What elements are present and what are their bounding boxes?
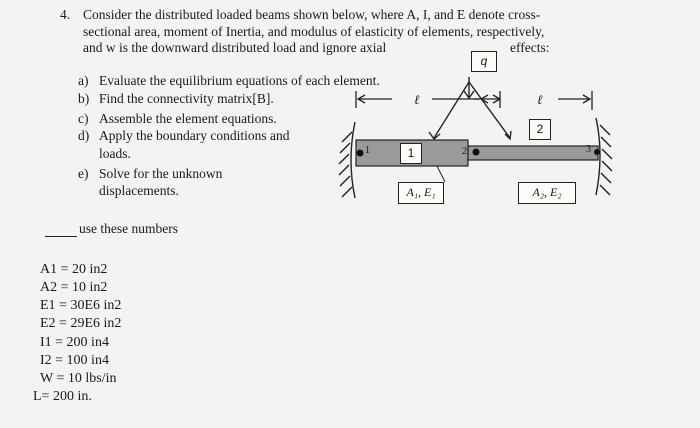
value-a1: A1 = 20 in2 bbox=[40, 262, 108, 277]
use-numbers-label: use these numbers bbox=[79, 221, 178, 236]
question-line-1: Consider the distributed loaded beams shown below, where A, I, and E denote cross- bbox=[83, 7, 541, 22]
task-a: Evaluate the equilibrium equations of each element. bbox=[99, 73, 380, 88]
value-w: W = 10 lbs/in bbox=[40, 371, 117, 386]
value-a2: A2 = 10 in2 bbox=[40, 280, 108, 295]
node-3-dot bbox=[594, 149, 600, 155]
node-1-label: 1 bbox=[365, 145, 370, 156]
value-e2: E2 = 29E6 in2 bbox=[40, 316, 122, 331]
task-d: Apply the boundary conditions and bbox=[99, 128, 290, 143]
value-l: L= 200 in. bbox=[33, 389, 92, 404]
question-line-3: and w is the downward distributed load and ignore axial bbox=[83, 40, 387, 55]
task-letter-e: e) bbox=[78, 166, 89, 181]
left-wall-support bbox=[339, 122, 355, 198]
value-i2: I2 = 100 in4 bbox=[40, 353, 109, 368]
question-number: 4. bbox=[60, 7, 71, 22]
element-1-label: 1 bbox=[400, 143, 422, 164]
value-e1: E1 = 30E6 in2 bbox=[40, 298, 122, 313]
value-i1: I1 = 200 in4 bbox=[40, 335, 109, 350]
beam-element-2 bbox=[468, 146, 598, 160]
node-3-label: 3 bbox=[586, 144, 591, 155]
load-triangle bbox=[429, 77, 511, 139]
node-2-dot bbox=[473, 149, 480, 156]
length-label-left: ℓ bbox=[414, 92, 420, 107]
task-e: Solve for the unknown bbox=[99, 166, 223, 181]
dimension-lines bbox=[356, 91, 592, 110]
task-letter-b: b) bbox=[78, 91, 90, 106]
length-label-right: ℓ bbox=[537, 92, 543, 107]
element-2-properties: A₂, E₂ bbox=[518, 182, 576, 204]
task-letter-a: a) bbox=[78, 73, 89, 88]
task-letter-d: d) bbox=[78, 128, 90, 143]
props-1-pointer bbox=[437, 166, 445, 182]
node-1-dot bbox=[357, 150, 364, 157]
element-1-properties: A₁, E₁ bbox=[398, 182, 444, 204]
question-line-2: sectional area, moment of Inertia, and modulus of elasticity of elements, respectively, bbox=[83, 24, 545, 39]
task-b: Find the connectivity matrix[B]. bbox=[99, 91, 274, 106]
task-c: Assemble the element equations. bbox=[99, 111, 277, 126]
element-2-label: 2 bbox=[529, 119, 551, 140]
task-letter-c: c) bbox=[78, 111, 89, 126]
question-line-3-end: effects: bbox=[510, 40, 550, 55]
node-2-label: 2 bbox=[462, 146, 467, 157]
task-d-cont: loads. bbox=[99, 146, 131, 161]
task-e-cont: displacements. bbox=[99, 183, 179, 198]
load-label-box: q bbox=[471, 51, 497, 72]
